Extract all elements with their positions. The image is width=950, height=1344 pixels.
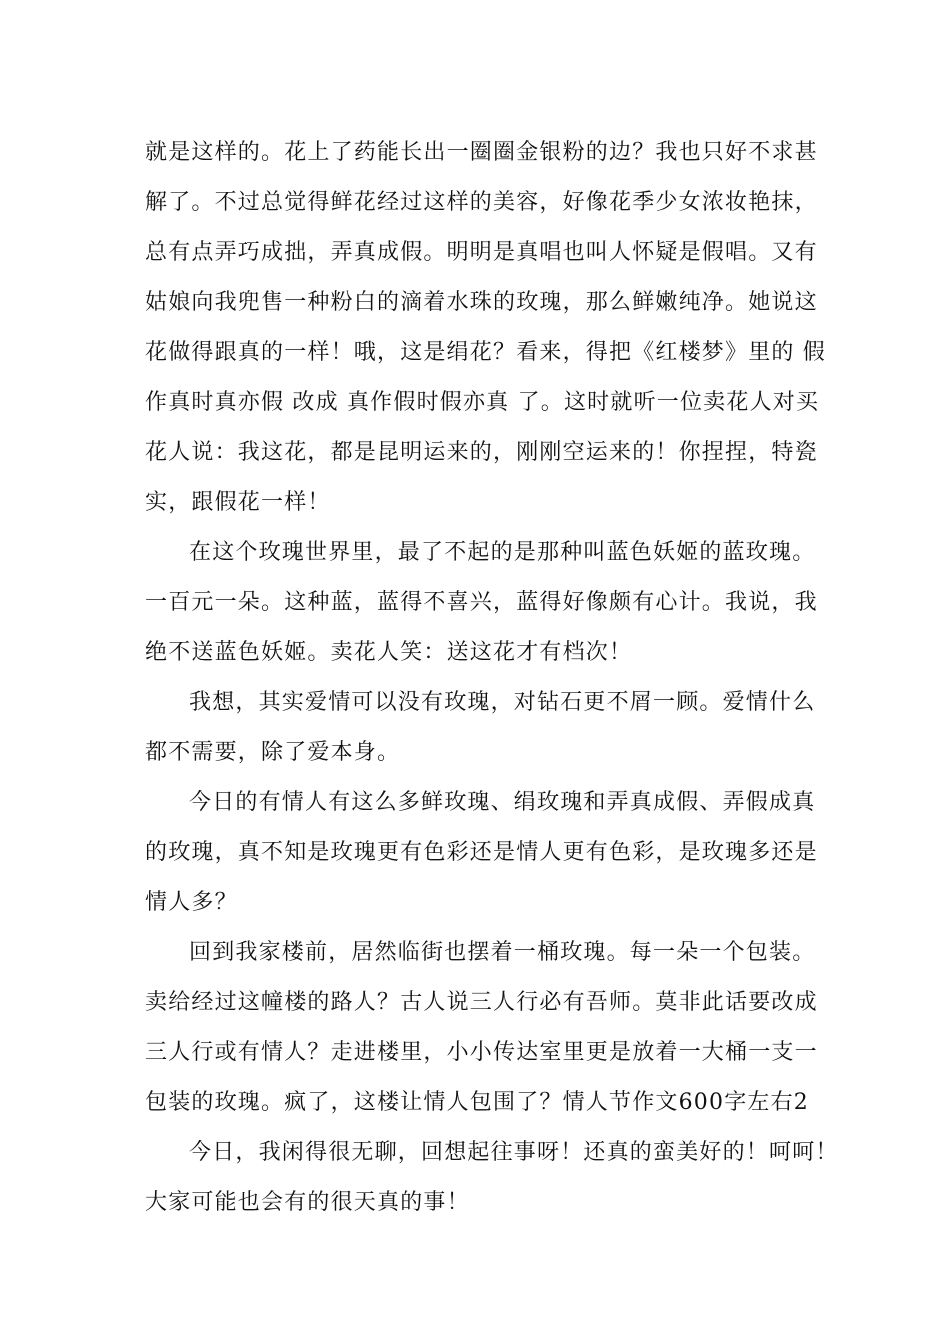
text-line: 总有点弄巧成拙，弄真成假。明明是真唱也叫人怀疑是假唱。又有: [145, 240, 818, 265]
paragraph-start-line: 我想，其实爱情可以没有玫瑰，对钻石更不屑一顾。爱情什么: [189, 690, 816, 715]
paragraph-start-line: 在这个玫瑰世界里，最了不起的是那种叫蓝色妖姬的蓝玫瑰。: [189, 540, 816, 565]
text-line: 绝不送蓝色妖姬。卖花人笑：送这花才有档次！: [145, 640, 633, 665]
text-line: 花人说：我这花，都是昆明运来的，刚刚空运来的！你捏捏，特瓷: [145, 440, 818, 465]
document-body: [145, 128, 839, 1228]
text-line: 一百元一朵。这种蓝，蓝得不喜兴，蓝得好像颇有心计。我说，我: [145, 590, 818, 615]
text-line: 三人行或有情人？走进楼里，小小传达室里更是放着一大桶一支一: [145, 1040, 818, 1065]
text-line: 解了。不过总觉得鲜花经过这样的美容，好像花季少女浓妆艳抹，: [145, 190, 818, 215]
paragraph-start-line: 今日的有情人有这么多鲜玫瑰、绢玫瑰和弄真成假、弄假成真: [189, 790, 816, 815]
text-line: 花做得跟真的一样！哦，这是绢花？看来，得把《红楼梦》里的 假: [145, 340, 826, 365]
text-line: 都不需要，除了爱本身。: [145, 740, 401, 765]
paragraph-start-line: 回到我家楼前，居然临街也摆着一桶玫瑰。每一朵一个包装。: [189, 940, 816, 965]
text-line: 情人多？: [145, 890, 238, 915]
text-line: 包装的玫瑰。疯了，这楼让情人包围了？情人节作文600字左右2: [145, 1090, 809, 1115]
text-line: 就是这样的。花上了药能长出一圈圈金银粉的边？我也只好不求甚: [145, 140, 818, 165]
text-line: 大家可能也会有的很天真的事！: [145, 1190, 470, 1215]
text-line: 卖给经过这幢楼的路人？古人说三人行必有吾师。莫非此话要改成: [145, 990, 818, 1015]
text-line: 作真时真亦假 改成 真作假时假亦真 了。这时就听一位卖花人对买: [145, 390, 820, 415]
text-line: 实，跟假花一样！: [145, 490, 331, 515]
text-line: 的玫瑰，真不知是玫瑰更有色彩还是情人更有色彩，是玫瑰多还是: [145, 840, 818, 865]
paragraph-start-line: 今日，我闲得很无聊，回想起往事呀！还真的蛮美好的！呵呵！: [189, 1140, 839, 1165]
text-line: 姑娘向我兜售一种粉白的滴着水珠的玫瑰，那么鲜嫩纯净。她说这: [145, 290, 818, 315]
